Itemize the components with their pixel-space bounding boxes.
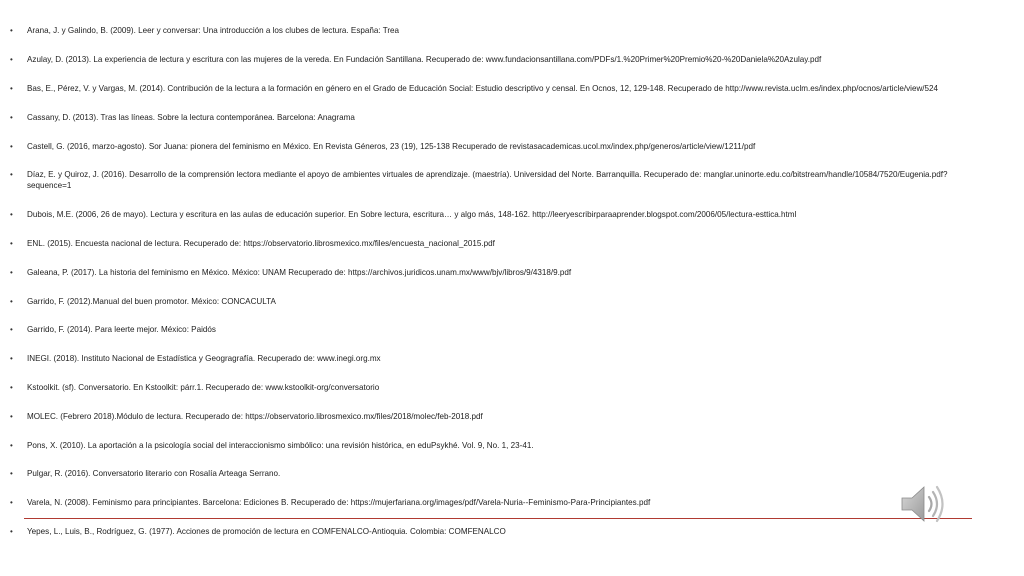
reference-item: • Galeana, P. (2017). La historia del feminismo en México. México: UNAM Recuperado de: https://archivos.juridicos.unam.mx/www/bjv/libros/9/4318/9.pdf: [10, 268, 970, 279]
reference-item: • Varela, N. (2008). Feminismo para principiantes. Barcelona: Ediciones B. Recuperado de: https://mujerfariana.org/images/pdf/Varela-Nuria--Feminismo-Para-Principiantes.pdf: [10, 498, 970, 509]
reference-item: • Dubois, M.E. (2006, 26 de mayo). Lectura y escritura en las aulas de educación superior. En Sobre lectura, escritura… y algo más, 148-162. http://leeryescribirparaaprender.blogspot.com/2006/05/lectura-esttica.html: [10, 210, 970, 221]
reference-item: • Azulay, D. (2013). La experiencia de lectura y escritura con las mujeres de la vereda. En Fundación Santillana. Recuperado de: www.fundacionsantillana.com/PDFs/1.%20Primer%20Premio%20-%20Daniela%20Azulay.pdf: [10, 55, 970, 66]
reference-item: • Kstoolkit. (sf). Conversatorio. En Kstoolkit: párr.1. Recuperado de: www.kstoolkit-org/conversatorio: [10, 383, 970, 394]
reference-item: • Pons, X. (2010). La aportación a la psicología social del interaccionismo simbólico: una revisión histórica, en eduPsykhé. Vol. 9, No. 1, 23-41.: [10, 441, 970, 452]
reference-item: • INEGI. (2018). Instituto Nacional de Estadística y Geogragrafía. Recuperado de: www.inegi.org.mx: [10, 354, 970, 365]
reference-item: • MOLEC. (Febrero 2018).Módulo de lectura. Recuperado de: https://observatorio.librosmexico.mx/files/2018/molec/feb-2018.pdf: [10, 412, 970, 423]
divider-line: [24, 518, 972, 519]
reference-item: • Arana, J. y Galindo, B. (2009). Leer y conversar: Una introducción a los clubes de lectura. España: Trea: [10, 26, 970, 37]
reference-item: • Cassany, D. (2013). Tras las líneas. Sobre la lectura contemporánea. Barcelona: Anagrama: [10, 113, 970, 124]
reference-item: • Díaz, E. y Quiroz, J. (2016). Desarrollo de la comprensión lectora mediante el apoyo de ambientes virtuales de aprendizaje. (maestría). Universidad del Norte. Barranquilla. Recuperado de: manglar.uninorte.edu.co/bitstream/handle/10584/7520/Eugenia.pdf?sequence=1: [10, 170, 970, 191]
reference-item: • Yepes, L., Luis, B., Rodríguez, G. (1977). Acciones de promoción de lectura en COMFENALCO-Antioquia. Colombia: COMFENALCO: [10, 527, 970, 538]
speaker-icon[interactable]: [898, 480, 954, 528]
reference-item: • Garrido, F. (2014). Para leerte mejor. México: Paidós: [10, 325, 970, 336]
reference-item: • Garrido, F. (2012).Manual del buen promotor. México: CONCACULTA: [10, 297, 970, 308]
reference-item: • Pulgar, R. (2016). Conversatorio literario con Rosalía Arteaga Serrano.: [10, 469, 970, 480]
reference-item: • ENL. (2015). Encuesta nacional de lectura. Recuperado de: https://observatorio.librosmexico.mx/files/encuesta_nacional_2015.pdf: [10, 239, 970, 250]
reference-item: • Bas, E., Pérez, V. y Vargas, M. (2014). Contribución de la lectura a la formación en género en el Grado de Educación Social: Estudio descriptivo y censal. En Ocnos, 12, 129-148. Recuperado de http://www.revista.uclm.es/index.php/ocnos/article/view/524: [10, 84, 970, 95]
reference-list: [10, 26, 970, 556]
reference-item: • Castell, G. (2016, marzo-agosto). Sor Juana: pionera del feminismo en México. En Revista Géneros, 23 (19), 125-138 Recuperado de revistasacademicas.ucol.mx/index.php/generos/article/view/1211/pdf: [10, 142, 970, 153]
